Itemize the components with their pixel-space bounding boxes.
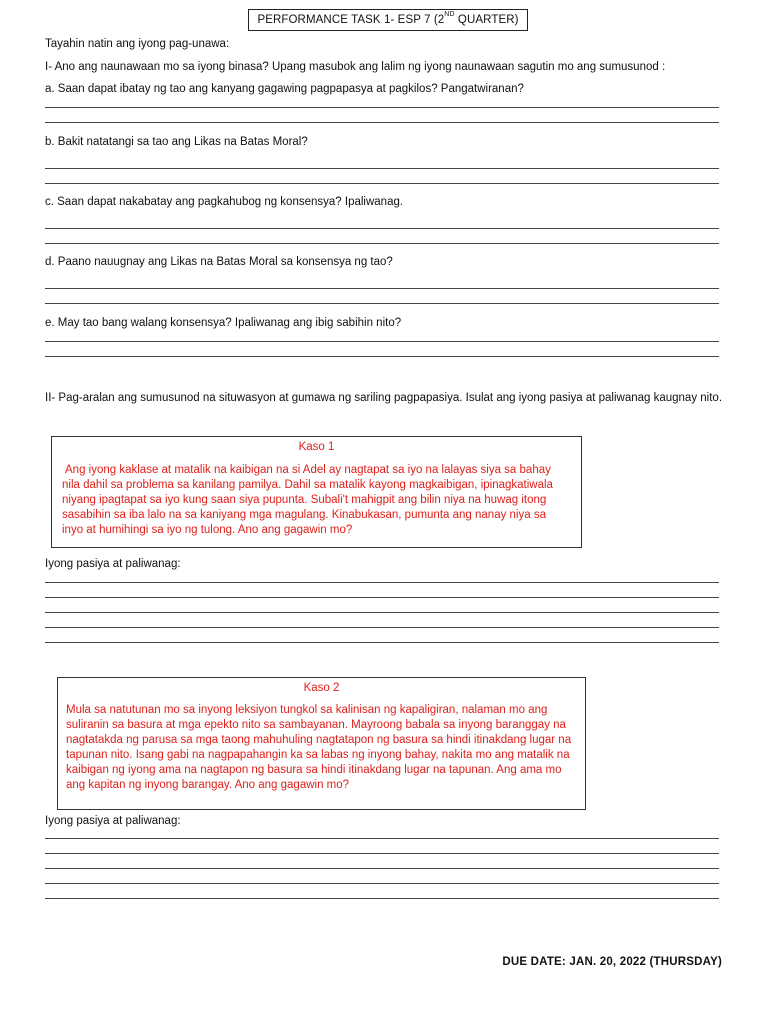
title-main: PERFORMANCE TASK 1- ESP 7 (2 — [257, 14, 445, 26]
question-c: c. Saan dapat nakabatay ang pagkahubog ng konsensya? Ipaliwanag. — [45, 196, 404, 208]
answer-line[interactable] — [45, 597, 719, 598]
case-1-answer-label: Iyong pasiya at paliwanag: — [45, 558, 181, 570]
question-a: a. Saan dapat ibatay ng tao ang kanyang gagawing pagpapasya at pagkilos? Pangatwiranan? — [45, 83, 524, 95]
intro-text: Tayahin natin ang iyong pag-unawa: — [45, 38, 230, 50]
answer-line[interactable] — [45, 183, 719, 184]
answer-line[interactable] — [45, 612, 719, 613]
answer-line[interactable] — [45, 168, 719, 169]
answer-line[interactable] — [45, 883, 719, 884]
title-end: QUARTER) — [454, 14, 519, 26]
answer-line[interactable] — [45, 898, 719, 899]
answer-line[interactable] — [45, 627, 719, 628]
question-e: e. May tao bang walang konsensya? Ipaliwanag ang ibig sabihin nito? — [45, 317, 402, 329]
answer-line[interactable] — [45, 642, 719, 643]
part2-instruction: II- Pag-aralan ang sumusunod na situwasyon at gumawa ng sariling pagpapasiya. Isulat ang iyong pasiya at paliwanag kaugnay nito. — [45, 392, 723, 404]
question-b: b. Bakit natatangi sa tao ang Likas na Batas Moral? — [45, 136, 308, 148]
answer-line[interactable] — [45, 228, 719, 229]
answer-line[interactable] — [45, 303, 719, 304]
answer-line[interactable] — [45, 853, 719, 854]
answer-line[interactable] — [45, 868, 719, 869]
title-superscript: ND — [444, 11, 455, 18]
case-1-title: Kaso 1 — [298, 441, 335, 453]
case-2-body: Mula sa natutunan mo sa inyong leksiyon tungkol sa kalinisan ng kapaligiran, nalaman mo ang suliranin sa basura at mga epekto nito sa sambayanan. Mayroong babala sa inyong baranggay na nagtatakda ng parusa sa mga taong mahuhuling nagtatapon ng basura sa hindi itinakdang lugar na tapunan nito. Isang gabi na nagpapahangin ka sa labas ng inyong bahay, nakita mo ang matalik na kaibigan ng iyong ama na nagtapon ng basura sa hindi itinakdang lugar na tapunan. Ang ama mo ang kapitan ng inyong barangay. Ano ang gagawin mo? — [66, 704, 572, 791]
answer-line[interactable] — [45, 107, 719, 108]
answer-line[interactable] — [45, 582, 719, 583]
page-title — [248, 9, 528, 31]
due-date: DUE DATE: JAN. 20, 2022 (THURSDAY) — [502, 956, 722, 968]
case-2-box — [57, 677, 586, 810]
question-d: d. Paano nauugnay ang Likas na Batas Moral sa konsensya ng tao? — [45, 256, 393, 268]
case-2-answer-label: Iyong pasiya at paliwanag: — [45, 815, 181, 827]
answer-line[interactable] — [45, 243, 719, 244]
case-2-title: Kaso 2 — [303, 682, 340, 694]
answer-line[interactable] — [45, 838, 719, 839]
answer-line[interactable] — [45, 122, 719, 123]
case-1-body: Ang iyong kaklase at matalik na kaibigan na si Adel ay nagtapat sa iyo na lalayas siya sa bahay nila dahil sa problema sa kanilang pamilya. Dahil sa matalik kayong magkaibigan, ipinagkatiwala niyang ipagtapat sa iyo kung saan siya pupunta. Subali't mahigpit ang bilin niya na huwag itong sasabihin sa iba lalo na sa kaniyang mga magulang. Kinabukasan, pumunta ang nanay niya sa inyo at humihingi sa iyo ng tulong. Ano ang gagawin mo? — [62, 464, 553, 536]
answer-line[interactable] — [45, 288, 719, 289]
part1-instruction: I- Ano ang naunawaan mo sa iyong binasa? Upang masubok ang lalim ng iyong naunawaan sagutin mo ang sumusunod : — [45, 61, 666, 73]
answer-line[interactable] — [45, 341, 719, 342]
case-1-box — [51, 436, 582, 548]
answer-line[interactable] — [45, 356, 719, 357]
